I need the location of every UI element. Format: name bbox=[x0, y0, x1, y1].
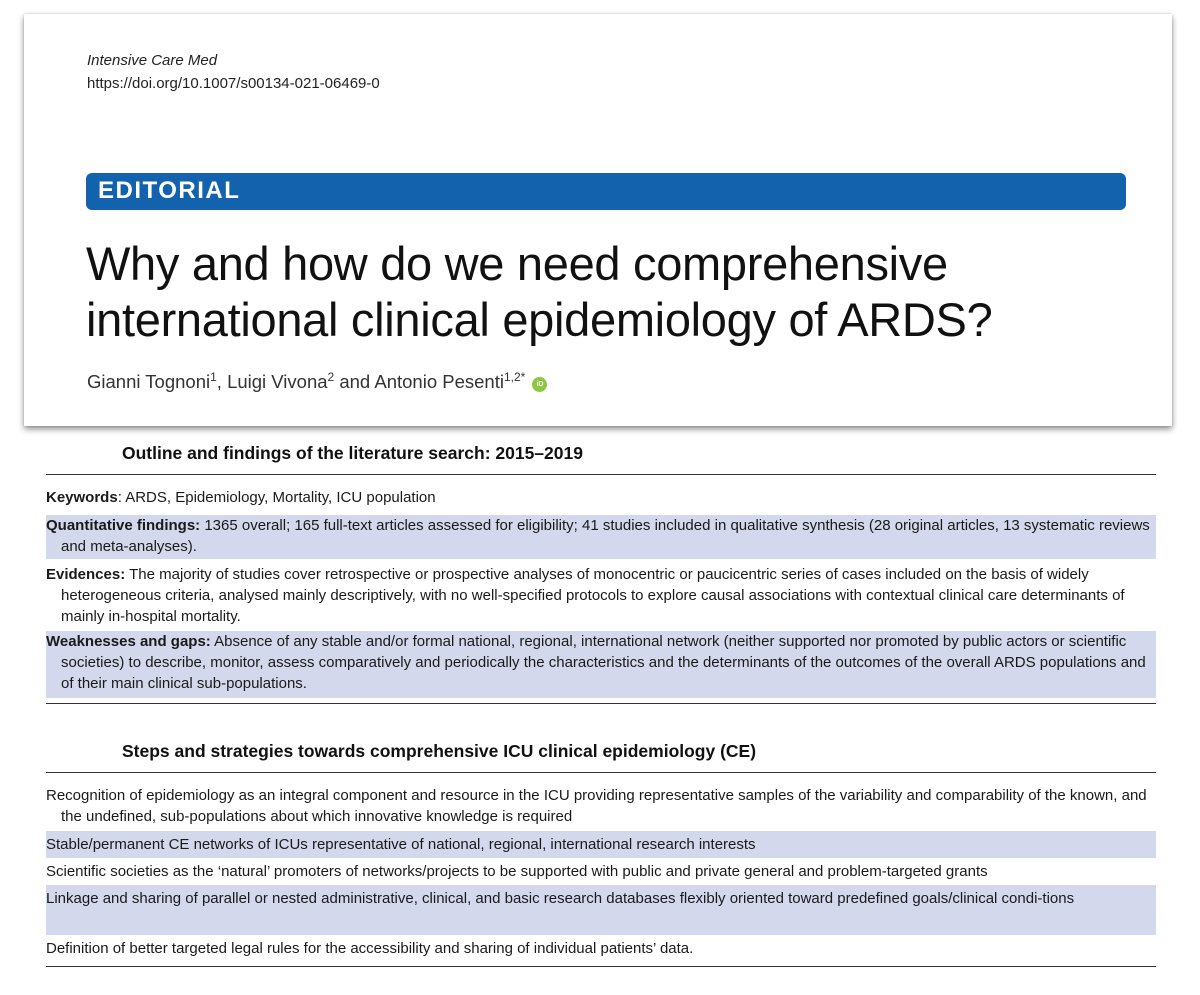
row-label: Quantitative findings: bbox=[46, 517, 201, 534]
steps-row: Linkage and sharing of parallel or nested administrative, clinical, and basic research databases flexibly oriented toward predefined goals/clinical condi-tions bbox=[46, 885, 1156, 935]
article-type-banner bbox=[86, 173, 1126, 210]
row-text: : ARDS, Epidemiology, Mortality, ICU population bbox=[117, 489, 436, 506]
article-title bbox=[86, 236, 1146, 348]
author-separator: , bbox=[216, 371, 228, 393]
author-affiliation: 1,2* bbox=[503, 370, 526, 384]
divider bbox=[46, 772, 1156, 773]
outline-row-keywords bbox=[46, 487, 1156, 508]
author-name[interactable]: Antonio Pesenti bbox=[374, 371, 504, 393]
row-label: Keywords bbox=[46, 489, 118, 506]
doi-link[interactable]: https://doi.org/10.1007/s00134-021-06469-0 bbox=[87, 75, 380, 92]
article-type-label: EDITORIAL bbox=[98, 177, 241, 204]
author-list bbox=[87, 370, 547, 393]
divider bbox=[46, 966, 1156, 967]
outline-row-evidences bbox=[46, 564, 1156, 627]
title-line-1: Why and how do we need comprehensive bbox=[86, 237, 948, 290]
author-affiliation: 1 bbox=[210, 370, 217, 384]
title-line-2: international clinical epidemiology of ARDS? bbox=[86, 293, 993, 346]
steps-row: Definition of better targeted legal rules for the accessibility and sharing of individual patients’ data. bbox=[46, 940, 694, 957]
author-affiliation: 2 bbox=[327, 370, 335, 384]
steps-row: Scientific societies as the ‘natural’ promoters of networks/projects to be supported with public and private general and problem-targeted grants bbox=[46, 863, 988, 880]
divider bbox=[46, 474, 1156, 475]
row-text: 1365 overall; 165 full-text articles assessed for eligibility; 41 studies included in qualitative synthesis (28 original articles, 13 systematic reviews and meta-analyses). bbox=[61, 517, 1150, 555]
row-text: The majority of studies cover retrospective or prospective analyses of monocentric or paucicentric series of cases included on the basis of widely heterogeneous criteria, analysed mainly descriptively, with no well-specified protocols to explore causal associations with contextual clinical care determinants of mainly in-hospital mortality. bbox=[61, 566, 1125, 625]
divider bbox=[46, 703, 1156, 704]
steps-row: Stable/permanent CE networks of ICUs representative of national, regional, international research interests bbox=[46, 831, 1156, 858]
author-name[interactable]: Luigi Vivona bbox=[227, 371, 328, 393]
journal-name: Intensive Care Med bbox=[87, 52, 218, 69]
outline-row-quantitative bbox=[46, 515, 1156, 559]
outline-section-title: Outline and findings of the literature search: 2015–2019 bbox=[122, 443, 583, 463]
article-header-card bbox=[24, 14, 1172, 426]
author-name[interactable]: Gianni Tognoni bbox=[87, 371, 211, 393]
author-separator: and bbox=[334, 371, 375, 393]
row-label: Weaknesses and gaps: bbox=[46, 633, 211, 650]
steps-section-title: Steps and strategies towards comprehensive ICU clinical epidemiology (CE) bbox=[122, 741, 757, 761]
steps-row: Recognition of epidemiology as an integral component and resource in the ICU providing representative samples of the variability and comparability of the known, and the undefined, sub-populations about which innovative knowledge is required bbox=[46, 787, 1147, 825]
row-label: Evidences: bbox=[46, 566, 126, 583]
orcid-icon[interactable]: iD bbox=[532, 377, 547, 392]
row-text: Absence of any stable and/or formal national, regional, international network (neither supported nor promoted by public actors or scientific societies) to describe, monitor, assess comparatively and periodically the characteristics and the determinants of the outcomes of the overall ARDS populations and of their main clinical sub-populations. bbox=[61, 633, 1146, 692]
outline-row-weaknesses bbox=[46, 631, 1156, 698]
